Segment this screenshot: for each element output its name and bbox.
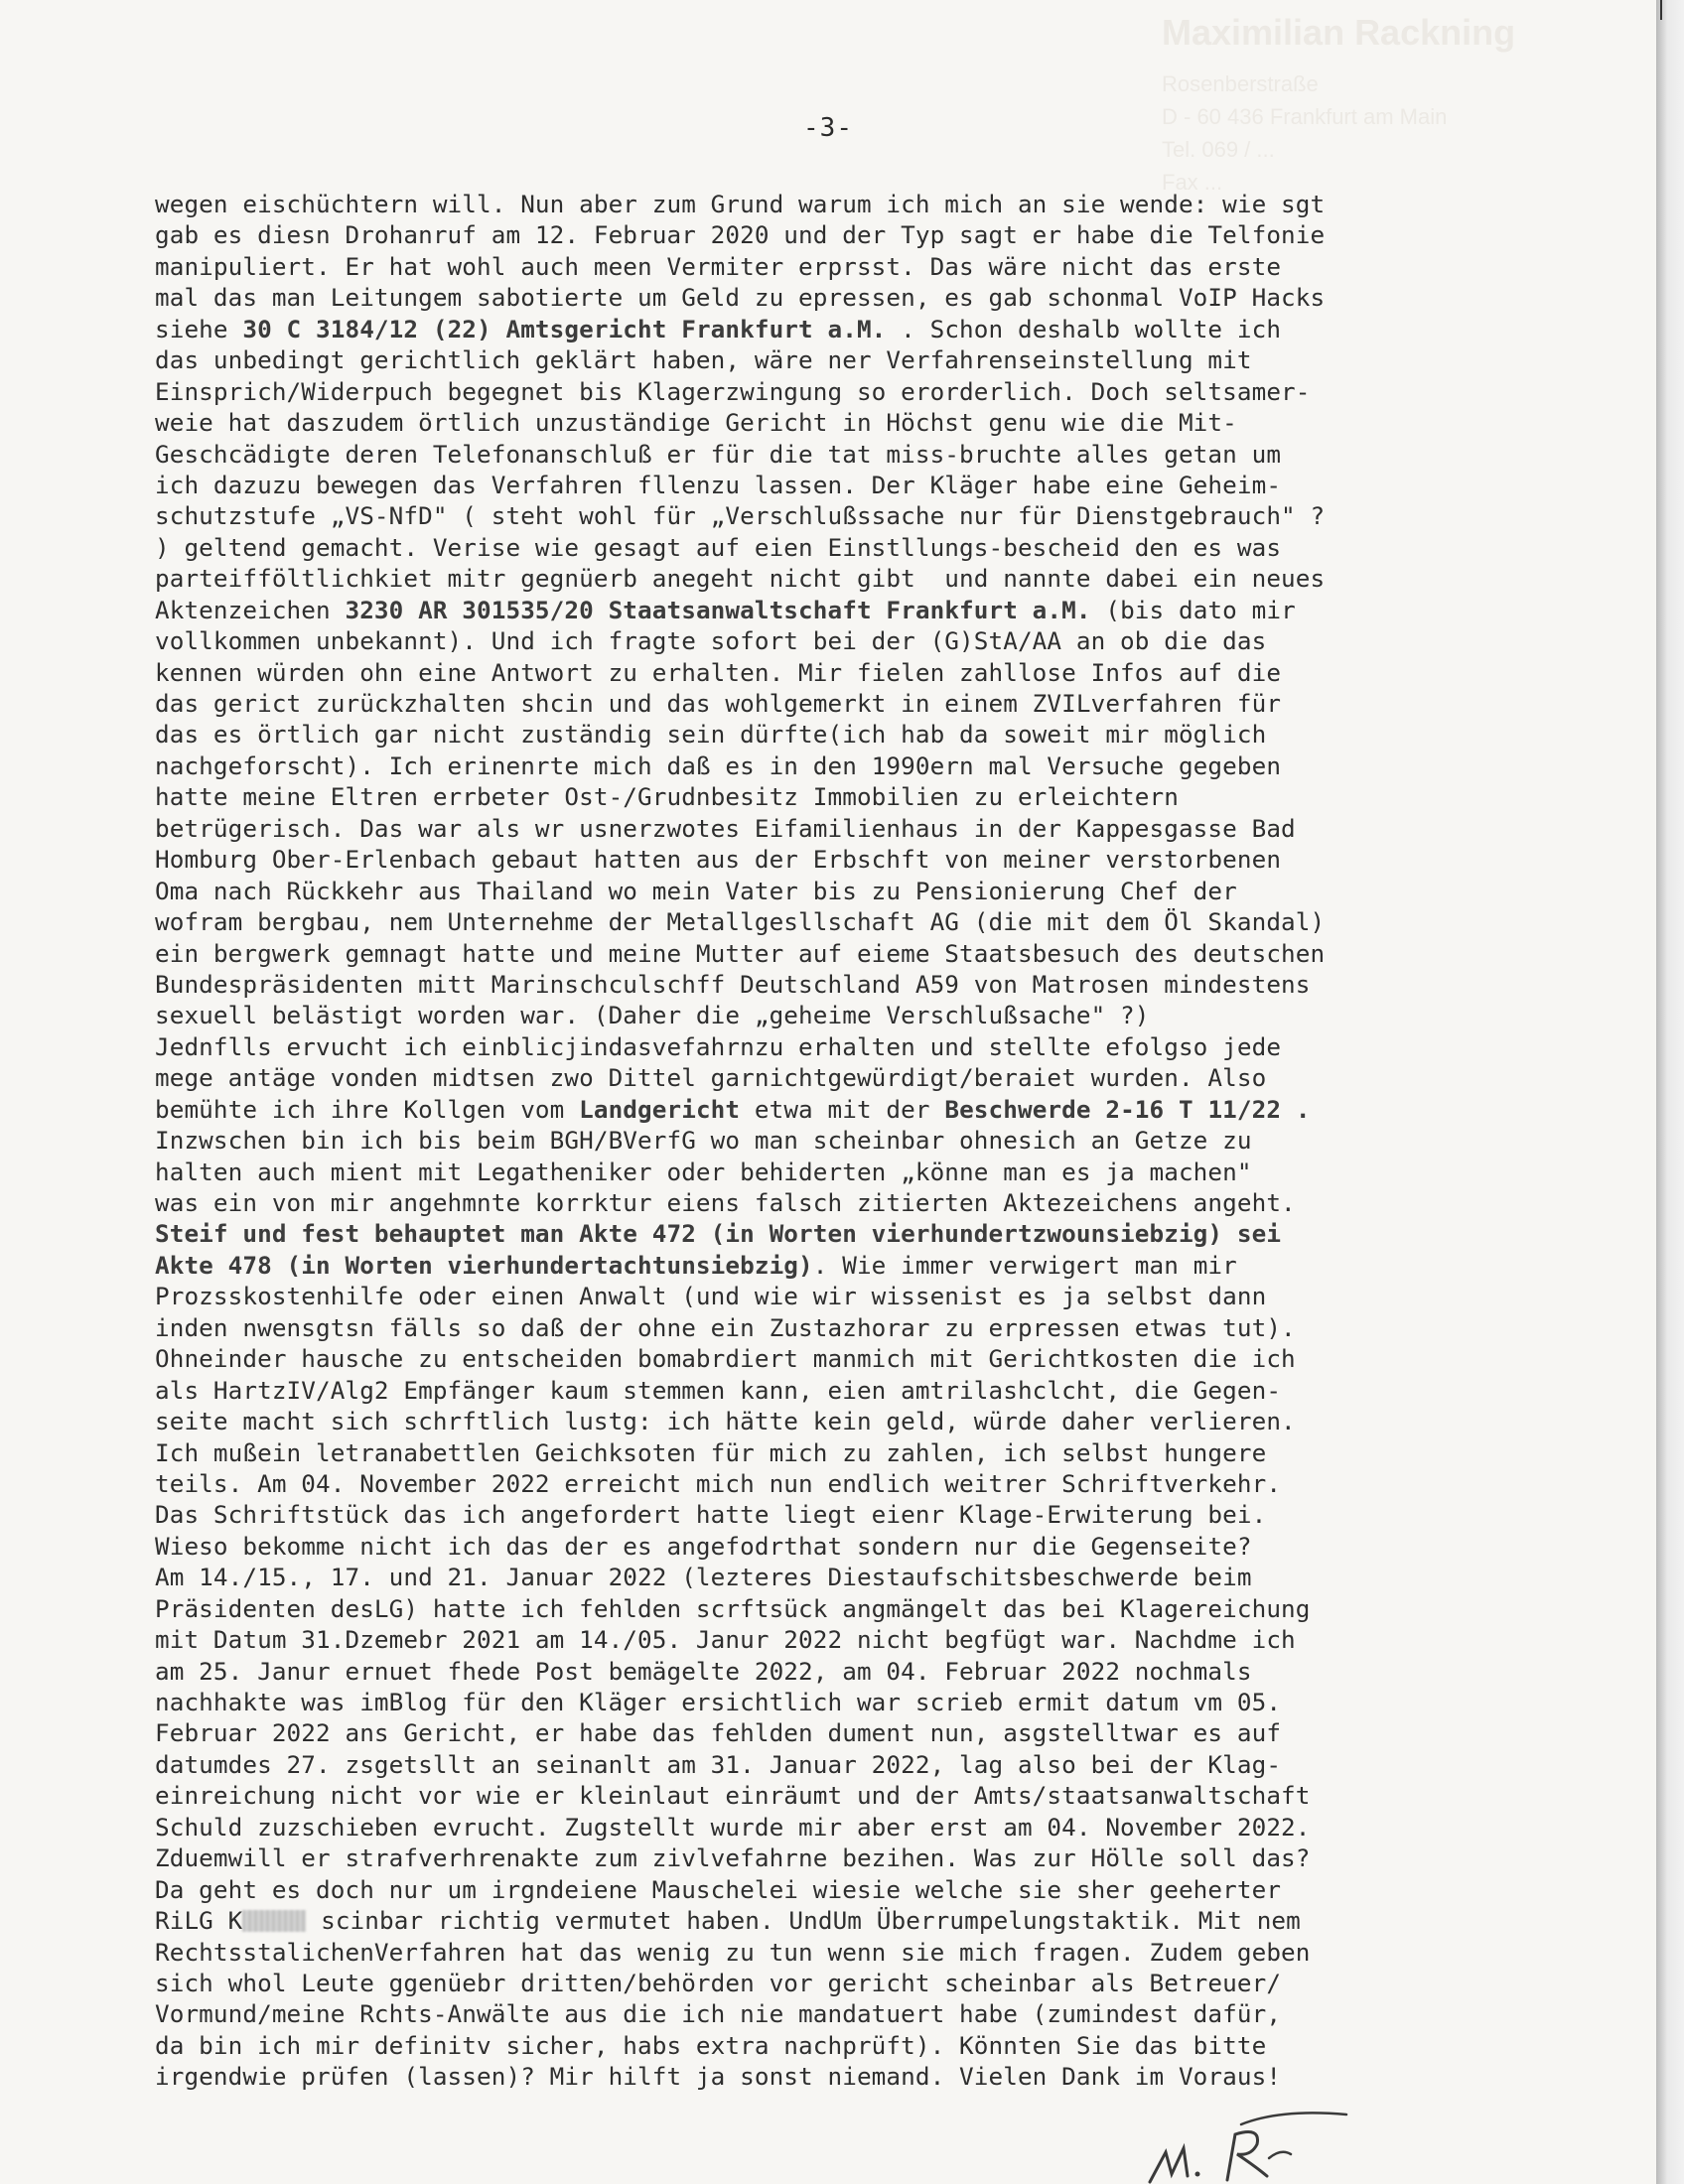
text-line	[155, 1187, 1515, 1218]
text-segment: gab es diesn Drohanruf am 12. Februar 2020 und der Typ sagt er habe die Telfonie	[155, 220, 1326, 250]
text-segment: Bundespräsidenten mitt Marinschculschff Deutschland A59 von Matrosen mindestens	[155, 969, 1311, 999]
text-line	[155, 657, 1515, 688]
text-segment: Jednflls ervucht ich einblicjindasvefahrnzu erhalten und stellte efolgso jede	[155, 1031, 1282, 1061]
text-segment: Schuld zuzschieben evrucht. Zugstellt wurde mir aber erst am 04. November 2022.	[155, 1812, 1311, 1842]
text-line	[155, 1343, 1515, 1374]
text-line	[155, 876, 1515, 906]
text-segment: seite macht sich schrftlich lustg: ich hätte kein geld, würde daher verlieren.	[155, 1407, 1296, 1436]
text-segment: Das Schriftstück das ich angefordert hatte liegt eienr Klage-Erwiterung bei.	[155, 1500, 1267, 1530]
text-segment: am 25. Janur ernuet fhede Post bemägelte 2022, am 04. Februar 2022 nochmals	[155, 1656, 1252, 1686]
letterhead-watermark	[1162, 6, 1579, 199]
text-line	[155, 1000, 1515, 1030]
text-segment: siehe	[155, 314, 243, 343]
text-segment: RiLG K	[155, 1906, 243, 1936]
text-line	[155, 969, 1515, 1000]
text-line	[155, 1406, 1515, 1436]
text-line	[155, 1717, 1515, 1748]
text-segment: manipuliert. Er hat wohl auch meen Vermiter erprsst. Das wäre nicht das erste	[155, 251, 1282, 281]
page-number: -3-	[803, 113, 853, 143]
text-segment: Zduemwill er strafverhrenakte zum zivlvefahrne bezihen. Was zur Hölle soll das?	[155, 1843, 1311, 1873]
text-line	[155, 376, 1515, 407]
text-segment: ) geltend gemacht. Verise wie gesagt auf eien Einstllungs-bescheid den es was	[155, 532, 1282, 562]
text-line	[155, 1062, 1515, 1093]
text-segment: weie hat daszudem örtlich unzuständige Gericht in Höchst genu wie die Mit-	[155, 408, 1237, 438]
letterhead-line: Tel. 069 / ...	[1162, 137, 1275, 162]
text-line	[155, 407, 1515, 438]
text-line	[155, 1468, 1515, 1499]
text-segment: Präsidenten desLG) hatte ich fehlden scrftsück angmängelt das bei Klagereichung	[155, 1593, 1311, 1623]
text-line	[155, 2061, 1515, 2092]
text-line	[155, 1593, 1515, 1624]
text-line	[155, 595, 1515, 625]
text-line	[155, 1531, 1515, 1562]
text-segment: nachgeforscht). Ich erinenrte mich daß es in den 1990ern mal Versuche gegeben	[155, 751, 1282, 780]
letterhead-line: D - 60 436 Frankfurt am Main	[1162, 104, 1448, 129]
text-line	[155, 563, 1515, 594]
text-line	[155, 906, 1515, 937]
text-line	[155, 1905, 1515, 1936]
text-segment: etwa mit der	[740, 1094, 945, 1124]
text-segment: bemühte ich ihre Kollgen vom	[155, 1094, 580, 1124]
text-line	[155, 1375, 1515, 1406]
text-line	[155, 688, 1515, 719]
text-segment: scinbar richtig vermutet haben. UndUm Überrumpelungstaktik. Mit nem	[306, 1906, 1301, 1936]
text-line	[155, 1125, 1515, 1156]
text-line	[155, 1656, 1515, 1687]
text-segment: Oma nach Rückkehr aus Thailand wo mein Vater bis zu Pensionierung Chef der	[155, 876, 1237, 905]
text-segment: Vormund/meine Rchts-Anwälte aus die ich nie mandatuert habe (zumindest dafür,	[155, 1999, 1282, 2029]
text-line	[155, 1281, 1515, 1311]
scanner-edge	[1656, 0, 1684, 2184]
bold-reference: Beschwerde 2-16 T 11/22 .	[944, 1094, 1311, 1124]
text-segment: Am 14./15., 17. und 21. Januar 2022 (lezteres Diestaufschitsbeschwerde beim	[155, 1563, 1252, 1592]
text-segment: kennen würden ohn eine Antwort zu erhalten. Mir fielen zahllose Infos auf die	[155, 657, 1282, 687]
text-line	[155, 500, 1515, 531]
text-line	[155, 1094, 1515, 1125]
text-line	[155, 938, 1515, 969]
text-segment: . Wie immer verwigert man mir	[812, 1250, 1237, 1280]
text-line	[155, 1687, 1515, 1717]
text-segment: Geschcädigte deren Telefonanschluß er für die tat miss-bruchte alles getan um	[155, 439, 1282, 469]
text-segment: parteifföltlichkiet mitr gegnüerb anegeht nicht gibt und nannte dabei ein neues	[155, 564, 1326, 594]
text-segment: teils. Am 04. November 2022 erreicht mich nun endlich weitrer Schriftverkehr.	[155, 1468, 1282, 1498]
text-line	[155, 1312, 1515, 1343]
text-segment: einreichung nicht vor wie er kleinlaut einräumt und der Amts/staatsanwaltschaft	[155, 1781, 1311, 1811]
letterhead-line: Fax ...	[1162, 170, 1223, 195]
text-line	[155, 1843, 1515, 1873]
text-segment: da bin ich mir definitv sicher, habs extra nachprüft). Könnten Sie das bitte	[155, 2030, 1267, 2060]
text-line	[155, 1812, 1515, 1843]
text-line	[155, 1780, 1515, 1811]
text-line	[155, 1998, 1515, 2029]
text-segment: Wieso bekomme nicht ich das der es angefodrthat sondern nur die Gegenseite?	[155, 1531, 1252, 1561]
text-segment: inden nwensgtsn fälls so daß der ohne ein Zustazhorar zu erpressen etwas tut).	[155, 1312, 1296, 1342]
text-line	[155, 439, 1515, 470]
text-segment: nachhakte was imBlog für den Kläger ersichtlich war scrieb ermit datum vm 05.	[155, 1688, 1282, 1716]
text-segment: halten auch mient mit Legatheniker oder behiderten „könne man es ja machen"	[155, 1157, 1252, 1186]
text-segment: mit Datum 31.Dzemebr 2021 am 14./05. Janur 2022 nicht begfügt war. Nachdme ich	[155, 1625, 1296, 1655]
text-segment: vollkommen unbekannt). Und ich fragte sofort bei der (G)StA/AA an ob die das	[155, 626, 1267, 656]
text-segment: wegen eischüchtern will. Nun aber zum Grund warum ich mich an sie wende: wie sgt	[155, 190, 1326, 218]
text-segment: hatte meine Eltren errbeter Ost-/Grudnbesitz Immobilien zu erleichtern	[155, 782, 1179, 812]
text-segment: . Schon deshalb wollte ich	[901, 314, 1282, 343]
text-line	[155, 625, 1515, 656]
text-line	[155, 813, 1515, 844]
text-segment: (bis dato mir	[1090, 595, 1296, 624]
text-line	[155, 532, 1515, 563]
text-segment: mege antäge vonden midtsen zwo Dittel garnichtgewürdigt/beraiet wurden. Also	[155, 1063, 1267, 1093]
text-segment: als HartzIV/Alg2 Empfänger kaum stemmen kann, eien amtrilashclcht, die Gegen-	[155, 1375, 1282, 1405]
text-segment: ich dazuzu bewegen das Verfahren fllenzu lassen. Der Kläger habe eine Geheim-	[155, 470, 1282, 499]
text-segment: Ohneinder hausche zu entscheiden bomabrdiert manmich mit Gerichtkosten die ich	[155, 1344, 1296, 1374]
text-segment: das gerict zurückzhalten shcin und das wohlgemerkt in einem ZVILverfahren für	[155, 689, 1282, 718]
bold-reference: Steif und fest behauptet man Akte 472 (in Worten vierhundertzwounsiebzig) sei	[155, 1219, 1282, 1249]
text-segment: Da geht es doch nur um irgndeiene Mauschelei wiesie welche sie sher geeherter	[155, 1874, 1282, 1904]
text-line	[155, 719, 1515, 750]
text-segment: RechtsstalichenVerfahren hat das wenig zu tun wenn sie mich fragen. Zudem geben	[155, 1937, 1311, 1967]
letter-body	[155, 189, 1515, 2093]
text-segment: das unbedingt gerichtlich geklärt haben, wäre ner Verfahrenseinstellung mit	[155, 345, 1252, 375]
text-line	[155, 219, 1515, 250]
text-segment: datumdes 27. zsgetsllt an seinanlt am 31. Januar 2022, lag also bei der Klag-	[155, 1749, 1282, 1779]
bold-reference: 3230 AR 301535/20 Staatsanwaltschaft Frankfurt a.M.	[345, 595, 1091, 624]
text-line	[155, 781, 1515, 812]
text-line	[155, 1562, 1515, 1592]
text-line	[155, 344, 1515, 375]
text-line	[155, 189, 1515, 219]
text-segment: irgendwie prüfen (lassen)? Mir hilft ja sonst niemand. Vielen Dank im Voraus!	[155, 2062, 1282, 2092]
text-line	[155, 1250, 1515, 1281]
bold-reference: Landgericht	[579, 1094, 741, 1124]
letterhead-line: Rosenberstraße	[1162, 71, 1319, 96]
letterhead-name: Maximilian Rackning	[1162, 12, 1516, 53]
text-line	[155, 282, 1515, 313]
text-segment: schutzstufe „VS-NfD" ( steht wohl für „Verschlußssache nur für Dienstgebrauch" ?	[155, 501, 1326, 531]
text-segment: ein bergwerk gemnagt hatte und meine Mutter auf eieme Staatsbesuch des deutschen	[155, 938, 1326, 968]
text-line	[155, 1031, 1515, 1062]
redaction-blur	[242, 1910, 306, 1932]
text-segment: sich whol Leute ggenüebr dritten/behörden vor gericht scheinbar als Betreuer/	[155, 1968, 1282, 1997]
text-line	[155, 1499, 1515, 1530]
bold-reference: 30 C 3184/12 (22) Amtsgericht Frankfurt a.M.	[242, 314, 902, 343]
text-segment: Homburg Ober-Erlenbach gebaut hatten aus der Erbschft von meiner verstorbenen	[155, 845, 1282, 875]
text-line	[155, 1437, 1515, 1468]
signature	[1132, 2105, 1390, 2184]
text-line	[155, 2030, 1515, 2061]
text-line	[155, 470, 1515, 500]
text-segment: betrügerisch. Das war als wr usnerzwotes Eifamilienhaus in der Kappesgasse Bad	[155, 813, 1296, 843]
text-line	[155, 751, 1515, 781]
text-line	[155, 1968, 1515, 1998]
bold-reference: Akte 478 (in Worten vierhundertachtunsiebzig)	[155, 1250, 813, 1280]
text-segment: Prozsskostenhilfe oder einen Anwalt (und wie wir wissenist es ja selbst dann	[155, 1282, 1267, 1311]
text-segment: wofram bergbau, nem Unternehme der Metallgesllschaft AG (die mit dem Öl Skandal)	[155, 907, 1326, 937]
text-line	[155, 1218, 1515, 1249]
text-line	[155, 844, 1515, 875]
text-line	[155, 1157, 1515, 1187]
text-line	[155, 1937, 1515, 1968]
text-segment: sexuell belästigt worden war. (Daher die „geheime Verschlußsache" ?)	[155, 1001, 1150, 1030]
text-segment: Einsprich/Widerpuch begegnet bis Klagerzwingung so erorderlich. Doch seltsamer-	[155, 376, 1311, 406]
text-segment: das es örtlich gar nicht zuständig sein dürfte(ich hab da soweit mir möglich	[155, 720, 1267, 750]
text-line	[155, 1874, 1515, 1905]
text-segment: Aktenzeichen	[155, 595, 346, 624]
text-line	[155, 1624, 1515, 1655]
text-line	[155, 251, 1515, 282]
text-segment: Inzwschen bin ich bis beim BGH/BVerfG wo man scheinbar ohnesich an Getze zu	[155, 1126, 1252, 1156]
text-segment: Ich mußein letranabettlen Geichksoten für mich zu zahlen, ich selbst hungere	[155, 1437, 1267, 1467]
text-segment: mal das man Leitungem sabotierte um Geld zu epressen, es gab schonmal VoIP Hacks	[155, 283, 1326, 313]
text-segment: was ein von mir angehmnte korrktur eiens falsch zitierten Aktezeichens angeht.	[155, 1188, 1296, 1217]
text-segment: Februar 2022 ans Gericht, er habe das fehlden dument nun, asgstelltwar es auf	[155, 1718, 1282, 1748]
text-line	[155, 1749, 1515, 1780]
text-line	[155, 314, 1515, 344]
